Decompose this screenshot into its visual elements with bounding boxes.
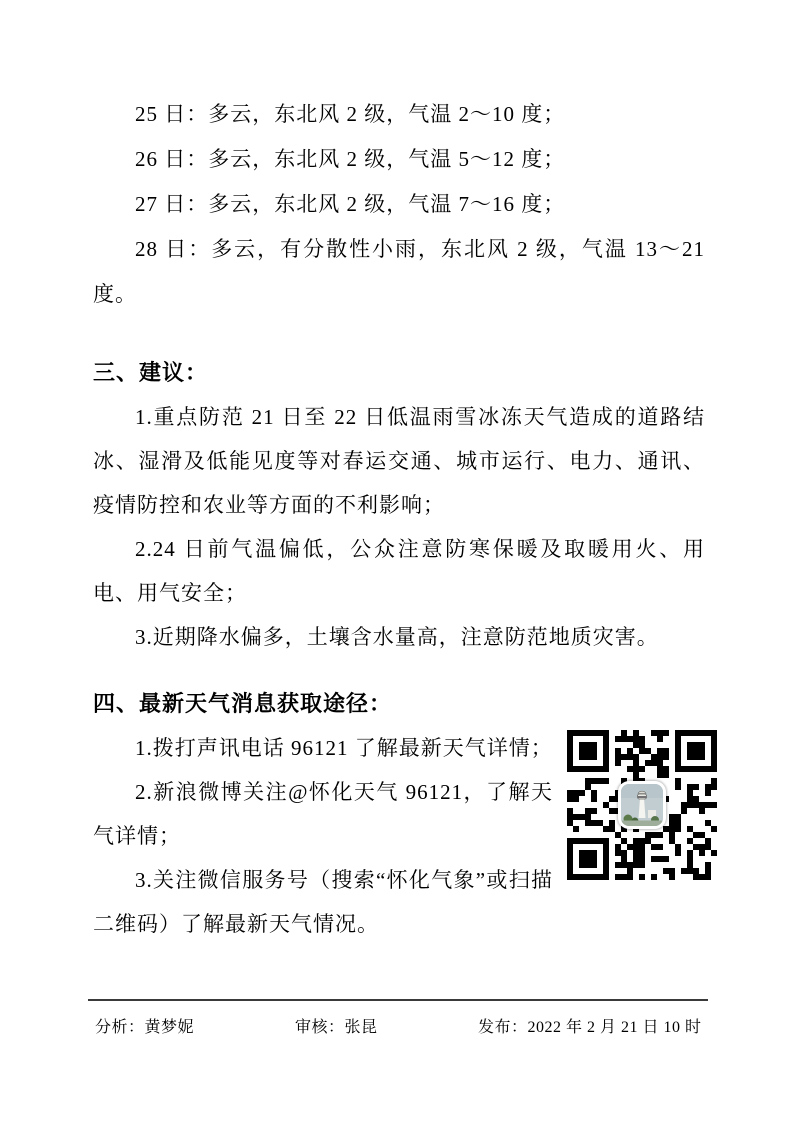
document-footer [88,999,708,1061]
info-item-3: 3.关注微信服务号（搜索“怀化气象”或扫描二维码）了解最新天气情况。 [93,868,553,936]
forecast-line-27: 27 日：多云，东北风 2 级，气温 7～16 度； [135,192,566,216]
section-info-body [93,726,705,946]
qr-code [567,730,717,880]
advice-item-2: 2.24 日前气温偏低，公众注意防寒保暖及取暖用火、用电、用气安全； [93,537,705,605]
section-advice-heading: 三、建议： [93,360,209,385]
info-item-1: 1.拨打声讯电话 96121 了解最新天气详情； [135,736,553,760]
advice-item-3: 3.近期降水偏多，土壤含水量高，注意防范地质灾害。 [135,625,659,649]
document-body [93,92,705,946]
reviewer-text: 审核：张昆 [295,1019,378,1036]
forecast-line-25: 25 日：多云，东北风 2 级，气温 2～10 度； [135,102,566,126]
radar-tower-photo-icon [621,784,663,826]
analyst-text: 分析：黄梦妮 [95,1019,195,1036]
advice-item-1: 1.重点防范 21 日至 22 日低温雨雪冰冻天气造成的道路结冰、湿滑及低能见度等对春运交通、城市运行、电力、通讯、疫情防控和农业等方面的不利影响； [93,405,705,517]
forecast-line-26: 26 日：多云，东北风 2 级，气温 5～12 度； [135,147,566,171]
published-text: 发布：2022 年 2 月 21 日 10 时 [478,1019,702,1036]
section-info-channels [93,681,705,946]
section-info-heading: 四、最新天气消息获取途径： [93,691,393,716]
info-item-2: 2.新浪微博关注@怀化天气 96121，了解天气详情； [93,780,553,848]
section-advice [93,351,705,659]
forecast-line-28: 28 日：多云，有分散性小雨，东北风 2 级，气温 13～21 度。 [93,237,705,306]
